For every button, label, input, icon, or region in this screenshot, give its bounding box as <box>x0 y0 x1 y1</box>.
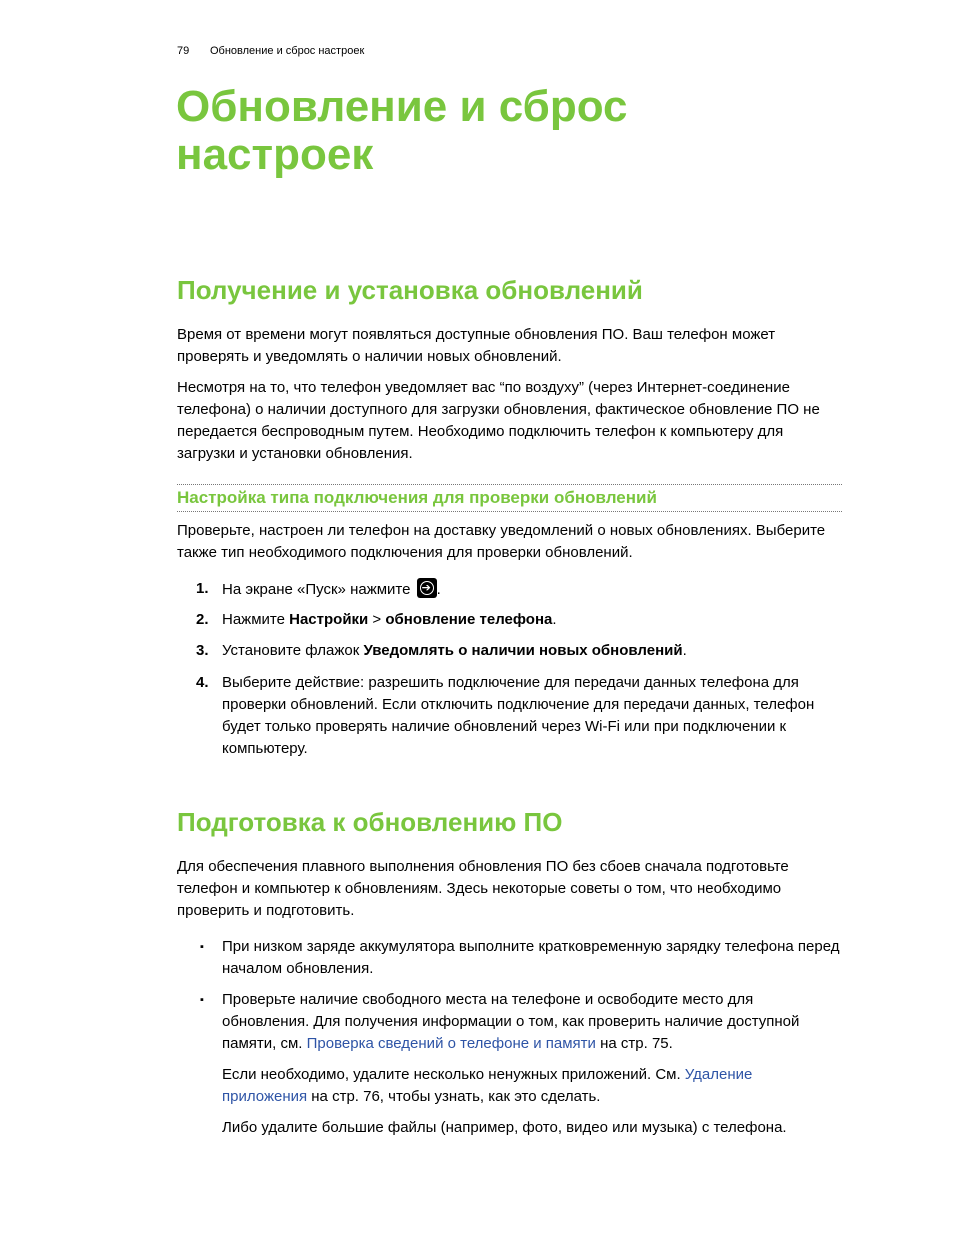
section-heading-updates: Получение и установка обновлений <box>177 275 643 305</box>
subsection-heading-box <box>177 484 842 512</box>
chapter-title: Обновление и сброс настроек <box>176 82 628 179</box>
step-bold-text: обновление телефона <box>385 611 553 628</box>
paragraph: Для обеспечения плавного выполнения обновления ПО без сбоев сначала подготовьте телефон и компьютер к обновлениям. Здесь некоторые советы о том, что необходимо проверить и подготовить. <box>177 858 789 919</box>
paragraph-text: на стр. 76, чтобы узнать, как это сделать. <box>307 1088 601 1105</box>
arrow-circle-icon <box>417 578 437 598</box>
list-item <box>177 578 841 601</box>
bullet-text: При низком заряде аккумулятора выполните кратковременную зарядку телефона перед началом обновления. <box>222 938 840 977</box>
paragraph-text: Если необходимо, удалите несколько ненужных приложений. См. <box>222 1066 685 1083</box>
section-heading-prepare: Подготовка к обновлению ПО <box>177 807 563 837</box>
bullet-icon: ▪ <box>200 994 204 1006</box>
step-text: Установите флажок <box>222 642 364 659</box>
link-remove-app[interactable]: Удаление приложения <box>222 1066 753 1105</box>
step-text: Выберите действие: разрешить подключение для передачи данных телефона для проверки обновлений. Если отключить подключение для передачи данных, телефон будет только проверять наличие обновлений через Wi-Fi или при подключении к компьютеру. <box>222 674 815 757</box>
step-text: На экране «Пуск» нажмите <box>222 581 411 598</box>
bullet-text: на стр. 75. <box>595 1035 673 1052</box>
running-header <box>177 45 364 57</box>
step-text: . <box>552 611 557 628</box>
step-number: 3. <box>196 642 209 659</box>
step-text: > <box>368 611 386 628</box>
step-number: 1. <box>196 580 209 597</box>
header-section-title: Обновление и сброс настроек <box>210 45 365 57</box>
step-text: Нажмите <box>222 611 290 628</box>
list-item <box>177 936 841 980</box>
subsection-heading: Настройка типа подключения для проверки обновлений <box>177 488 657 507</box>
list-item <box>177 640 841 662</box>
list-item <box>177 672 841 760</box>
page-number: 79 <box>177 45 190 57</box>
indented-paragraph <box>177 1117 841 1139</box>
step-bold-text: Настройки <box>289 611 369 628</box>
bullet-text: Проверьте наличие свободного места на телефоне и освободите место для обновления. Для получения информации о том, как проверить наличие доступной памяти, см. <box>222 991 800 1052</box>
link-phone-info[interactable]: Проверка сведений о телефоне и памяти <box>306 1035 596 1052</box>
paragraph: Время от времени могут появляться доступные обновления ПО. Ваш телефон может проверять и уведомлять о наличии новых обновлений. <box>177 326 776 365</box>
step-text: . <box>436 581 441 598</box>
bullet-icon: ▪ <box>200 941 204 953</box>
list-item <box>177 609 841 631</box>
step-text: . <box>682 642 687 659</box>
paragraph: Проверьте, настроен ли телефон на доставку уведомлений о новых обновлениях. Выберите также тип необходимого подключения для проверки обновлений. <box>177 522 826 561</box>
indented-paragraph <box>177 1064 841 1108</box>
step-number: 4. <box>196 674 209 691</box>
list-item <box>177 989 841 1055</box>
paragraph: Несмотря на то, что телефон уведомляет вас “по воздуху” (через Интернет-соединение телефона) о наличии доступного для загрузки обновления, фактическое обновление ПО не передается беспроводным путем. Необходимо подключить телефон к компьютеру для загрузки и установки обновления. <box>177 379 820 462</box>
paragraph-text: Либо удалите большие файлы (например, фото, видео или музыка) с телефона. <box>222 1119 787 1136</box>
step-number: 2. <box>196 611 209 628</box>
step-bold-text: Уведомлять о наличии новых обновлений <box>363 642 683 659</box>
